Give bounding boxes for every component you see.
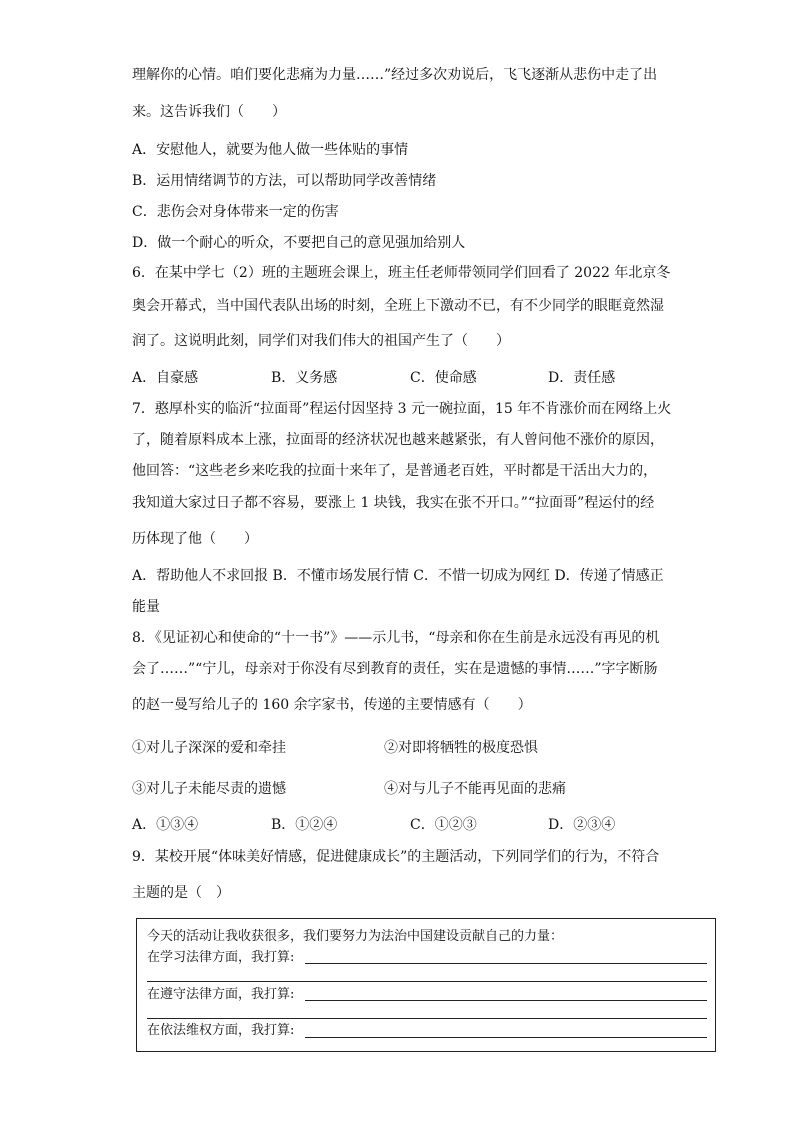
q6-option-b: B．义务感 xyxy=(271,370,338,386)
fill-line xyxy=(147,981,707,982)
question-text-line: 历体现了他（ ） xyxy=(132,531,258,547)
option-b: B．运用情绪调节的方法，可以帮助同学改善情绪 xyxy=(132,173,437,189)
q8-option-a: A．①③④ xyxy=(132,817,199,833)
q8-option-d: D．②③④ xyxy=(548,817,616,833)
box-row-study-label: 在学习法律方面，我打算: xyxy=(147,950,295,965)
q7-options: A．帮助他人不求回报 B．不懂市场发展行情 C．不惜一切成为网红 D．传递了情感正 xyxy=(132,568,664,584)
fill-line xyxy=(305,1037,707,1038)
box-row-obey-label: 在遵守法律方面，我打算: xyxy=(147,987,295,1002)
fill-line xyxy=(147,1018,707,1019)
question-text-line: 会了……”“宁儿，母亲对于你没有尽到教育的责任，实在是遗憾的事情……”字字断肠 xyxy=(132,661,658,677)
question-text-line: 了，随着原料成本上涨，拉面哥的经济状况也越来越紧张，有人曾问他不涨价的原因， xyxy=(132,432,664,448)
question-text-line: 他回答：“这些老乡来吃我的拉面十来年了，是普通老百姓，平时都是干活出大力的， xyxy=(132,463,658,479)
q6-option-c: C．使命感 xyxy=(410,370,477,386)
q7-options-wrap: 能量 xyxy=(132,599,160,615)
fill-line xyxy=(305,963,707,964)
q8-item-2: ②对即将牺牲的极度恐惧 xyxy=(384,740,538,756)
question-text-line: 的赵一曼写给儿子的 160 余字家书，传递的主要情感有（ ） xyxy=(132,697,532,713)
q6-option-a: A．自豪感 xyxy=(132,370,199,386)
option-c: C．悲伤会对身体带来一定的伤害 xyxy=(132,204,339,220)
q6-option-d: D．责任感 xyxy=(548,370,616,386)
question-7-text: 7．憨厚朴实的临沂“拉面哥”程运付因坚持 3 元一碗拉面，15 年不肯涨价而在网络上火 xyxy=(132,401,672,417)
box-row-rights-label: 在依法维权方面，我打算: xyxy=(147,1023,295,1038)
question-text-line: 润了。这说明此刻，同学们对我们伟大的祖国产生了（ ） xyxy=(132,333,510,349)
question-8-text: 8．《见证初心和使命的“十一书”》——示儿书，“母亲和你在生前是永远没有再见的机 xyxy=(132,630,660,646)
option-a: A．安慰他人，就要为他人做一些体贴的事情 xyxy=(132,142,409,158)
question-text-line: 主题的是（ ） xyxy=(132,885,230,901)
activity-box xyxy=(136,918,716,1052)
question-text-line: 理解你的心情。咱们要化悲痛为力量……”经过多次劝说后，飞飞逐渐从悲伤中走了出 xyxy=(132,67,658,83)
fill-line xyxy=(305,1000,707,1001)
option-d: D．做一个耐心的听众，不要把自己的意见强加给别人 xyxy=(132,235,466,251)
question-text-line: 我知道大家过日子都不容易，要涨上 1 块钱，我实在张不开口。”“拉面哥”程运付的经 xyxy=(132,495,655,511)
q8-option-b: B．①②④ xyxy=(271,817,338,833)
q8-item-4: ④对与儿子不能再见面的悲痛 xyxy=(384,781,566,797)
question-6-text: 6．在某中学七（2）班的主题班会课上，班主任老师带领同学们回看了 2022 年北京冬 xyxy=(132,265,671,281)
box-intro: 今天的活动让我收获很多，我们要努力为法治中国建设贡献自己的力量： xyxy=(147,929,564,944)
q8-item-1: ①对儿子深深的爱和牵挂 xyxy=(132,740,286,756)
q8-item-3: ③对儿子未能尽责的遗憾 xyxy=(132,781,286,797)
q8-option-c: C．①②③ xyxy=(410,817,477,833)
question-text-line: 奥会开幕式，当中国代表队出场的时刻，全班上下激动不已，有不少同学的眼眶竟然湿 xyxy=(132,298,664,314)
question-text-line: 来。这告诉我们（ ） xyxy=(132,104,286,120)
question-9-text: 9．某校开展“体味美好情感，促进健康成长”的主题活动，下列同学们的行为，不符合 xyxy=(132,849,660,865)
